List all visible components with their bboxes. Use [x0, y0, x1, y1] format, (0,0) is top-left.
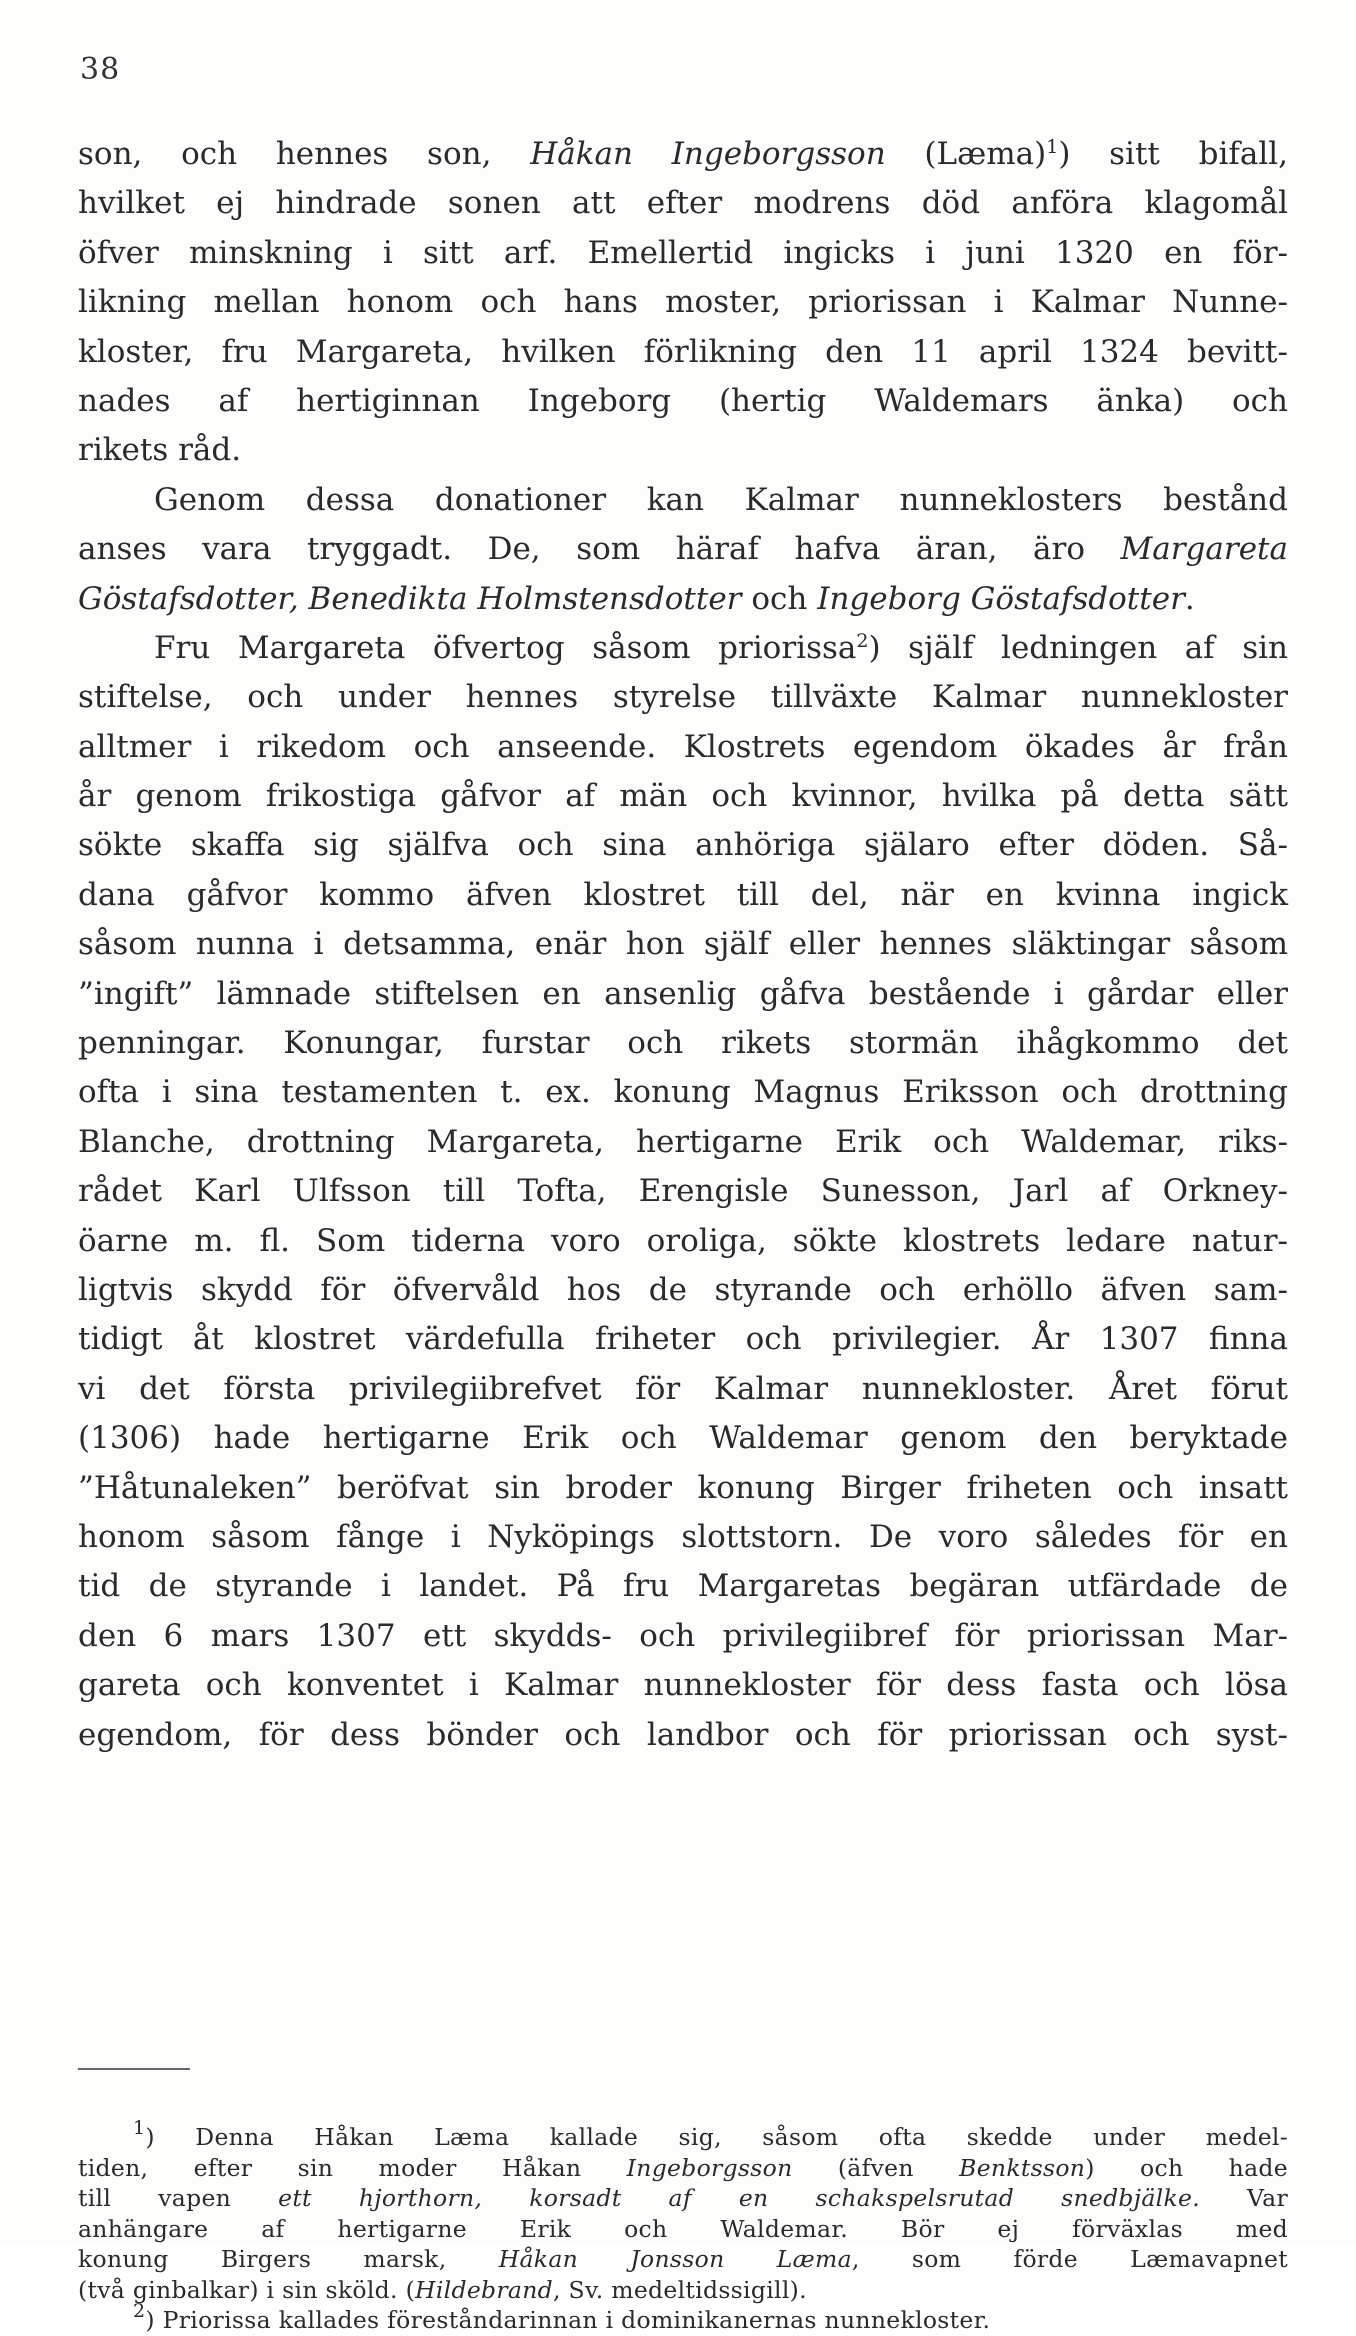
- footnote-line: [78, 2300, 1288, 2336]
- text-run: ) Priorissa kallades föreståndarinnan i dominikanernas nunnekloster.: [145, 2306, 991, 2334]
- text-line: penningar. Konungar, furstar och rikets stormän ihågkommo det: [78, 1025, 1288, 1062]
- body-text: [78, 130, 1288, 1760]
- text-run: (Læma): [885, 136, 1047, 172]
- text-line: hvilket ej hindrade sonen att efter modrens död anföra klagomål: [78, 185, 1288, 222]
- text-run: (äfven: [792, 2153, 960, 2182]
- text-line: gareta och konventet i Kalmar nunnekloster för dess fasta och lösa: [78, 1667, 1288, 1704]
- text-line: såsom nunna i detsamma, enär hon själf eller hennes släktingar såsom: [78, 926, 1288, 963]
- footnote-line: [78, 2183, 1288, 2214]
- text-line: Genom dessa donationer kan Kalmar nunneklosters bestånd: [154, 481, 1288, 518]
- text-run: Var: [1200, 2184, 1288, 2212]
- text-line: kloster, fru Margareta, hvilken förlikning den 11 april 1324 bevitt-: [78, 333, 1288, 370]
- footnote-line: [78, 2153, 1288, 2184]
- text-line: ”Håtunaleken” beröfvat sin broder konung Birger friheten och insatt: [78, 1469, 1288, 1506]
- italic-name: Ingeborg Göstafsdotter: [817, 580, 1185, 617]
- italic-name: Ingeborgsson: [626, 2153, 793, 2182]
- text-run: ) sitt bifall,: [1058, 136, 1288, 172]
- footnote-line: [78, 2275, 1288, 2306]
- footnote-marker: 1: [1046, 136, 1059, 158]
- page-number: 38: [80, 52, 121, 87]
- footnote-marker: 2: [856, 629, 869, 652]
- text-line: den 6 mars 1307 ett skydds- och privilegiibref för priorissan Mar-: [78, 1617, 1288, 1654]
- footnote-divider: [78, 2068, 190, 2070]
- footnote-line: [78, 2244, 1288, 2275]
- text-run: och: [741, 580, 818, 617]
- text-line: sökte skaffa sig själfva och sina anhöriga själaro efter döden. Så-: [78, 827, 1288, 864]
- text-line: [78, 525, 1288, 574]
- text-line: tidigt åt klostret värdefulla friheter och privilegier. År 1307 finna: [78, 1321, 1288, 1358]
- italic-name: Håkan Ingeborgsson: [530, 136, 886, 172]
- footnote-marker: 1: [133, 2117, 146, 2139]
- text-line: öfver minskning i sitt arf. Emellertid ingicks i juni 1320 en för-: [78, 234, 1288, 271]
- text-line: Blanche, drottning Margareta, hertigarne Erik och Waldemar, riks-: [78, 1123, 1288, 1160]
- footnotes: [78, 2117, 1288, 2336]
- text-line: [78, 130, 1288, 179]
- text-line: alltmer i rikedom och anseende. Klostrets egendom ökades år från: [78, 728, 1288, 765]
- text-line: år genom frikostiga gåfvor af män och kvinnor, hvilka på detta sätt: [78, 778, 1288, 815]
- text-line: vi det första privilegiibrefvet för Kalmar nunnekloster. Året förut: [78, 1370, 1288, 1407]
- text-line: dana gåfvor kommo äfven klostret till del, när en kvinna ingick: [78, 876, 1288, 913]
- text-line: ofta i sina testamenten t. ex. konung Magnus Eriksson och drottning: [78, 1074, 1288, 1111]
- italic-name: Benktsson: [959, 2153, 1086, 2182]
- text-run: konung Birgers marsk,: [78, 2245, 499, 2273]
- text-run: , Sv. medeltidssigill).: [553, 2275, 807, 2304]
- text-run: son, och hennes son,: [78, 136, 531, 172]
- text-line: tid de styrande i landet. På fru Margaretas begäran utfärdade de: [78, 1568, 1288, 1605]
- text-line: ligtvis skydd för öfvervåld hos de styrande och erhöllo äfven sam-: [78, 1271, 1288, 1308]
- footnote-marker: 2: [133, 2300, 146, 2322]
- text-line: [78, 575, 1288, 624]
- text-run: ) Denna Håkan Læma kallade sig, såsom ofta skedde under medel-: [145, 2123, 1288, 2151]
- text-line: egendom, för dess bönder och landbor och för priorissan och syst-: [78, 1716, 1288, 1753]
- text-run: anses vara tryggadt. De, som häraf hafva äran, äro: [78, 531, 1121, 568]
- text-line: honom såsom fånge i Nyköpings slottstorn. De voro således för en: [78, 1518, 1288, 1555]
- italic-name: Hildebrand: [415, 2275, 553, 2304]
- text-line: [78, 624, 1288, 673]
- text-line: nades af hertiginnan Ingeborg (hertig Waldemars änka) och: [78, 382, 1288, 419]
- text-line: ”ingift” lämnade stiftelsen en ansenlig gåfva bestående i gårdar eller: [78, 975, 1288, 1012]
- text-run: tiden, efter sin moder Håkan: [78, 2153, 627, 2182]
- italic-name: Göstafsdotter, Benedikta Holmstensdotter: [78, 580, 742, 617]
- italic-name: Håkan Jonsson Læma: [498, 2245, 852, 2273]
- text-run: till vapen: [78, 2184, 279, 2212]
- footnote-line: anhängare af hertigarne Erik och Waldemar. Bör ej förväxlas med: [78, 2214, 1288, 2243]
- text-run: Fru Margareta öfvertog såsom priorissa: [154, 629, 857, 666]
- text-run: ) själf ledningen af sin: [868, 629, 1288, 666]
- text-run: (två ginbalkar) i sin sköld. (: [78, 2275, 416, 2304]
- italic-name: Margareta: [1120, 531, 1288, 568]
- text-line: (1306) hade hertigarne Erik och Waldemar genom den beryktade: [78, 1420, 1288, 1457]
- text-run: , som förde Læmavapnet: [851, 2245, 1288, 2273]
- text-line: rikets råd.: [78, 432, 242, 469]
- italic-text: ett hjorthorn, korsadt af en schakspelsrutad snedbjälke.: [278, 2184, 1201, 2212]
- text-line: rådet Karl Ulfsson till Tofta, Erengisle Sunesson, Jarl af Orkney-: [78, 1173, 1288, 1210]
- text-line: öarne m. fl. Som tiderna voro oroliga, sökte klostrets ledare natur-: [78, 1222, 1288, 1259]
- text-line: stiftelse, och under hennes styrelse tillväxte Kalmar nunnekloster: [78, 679, 1288, 716]
- footnote-line: [78, 2117, 1288, 2153]
- text-line: likning mellan honom och hans moster, priorissan i Kalmar Nunne-: [78, 284, 1288, 321]
- text-run: ) och hade: [1085, 2153, 1288, 2182]
- text-run: .: [1184, 580, 1195, 617]
